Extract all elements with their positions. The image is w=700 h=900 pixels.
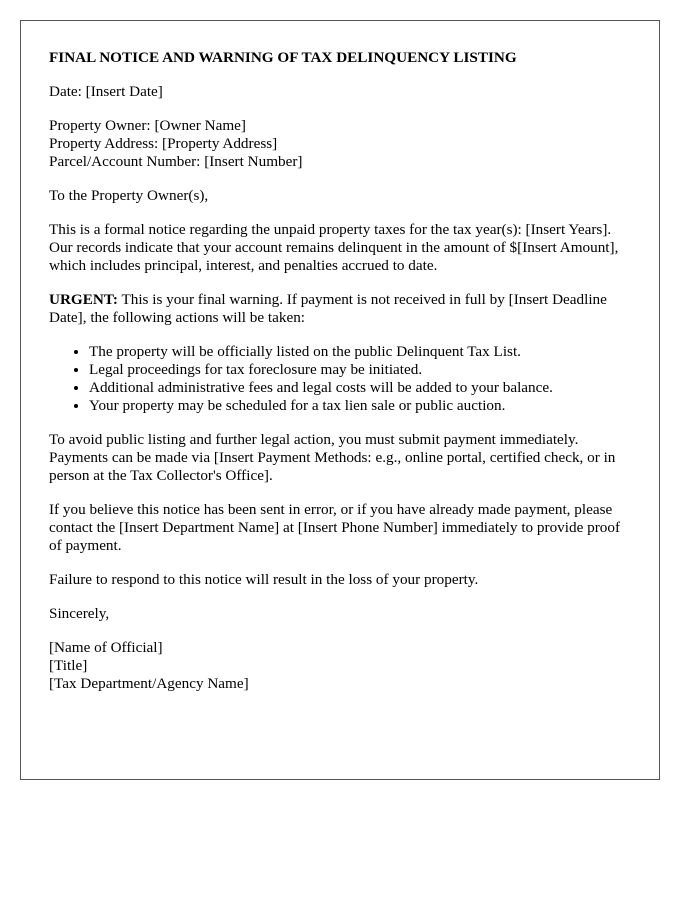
document-title: FINAL NOTICE AND WARNING OF TAX DELINQUENCY LISTING bbox=[49, 49, 517, 66]
salutation: To the Property Owner(s), bbox=[49, 187, 209, 204]
notice-date: Date: [Insert Date] bbox=[49, 83, 163, 100]
property-address: Property Address: [Property Address] bbox=[49, 135, 278, 152]
urgent-paragraph bbox=[49, 291, 632, 327]
notice-paragraph-warning: Failure to respond to this notice will result in the loss of your property. bbox=[49, 571, 479, 588]
official-title: [Title] bbox=[49, 657, 88, 674]
property-owner: Property Owner: [Owner Name] bbox=[49, 117, 246, 134]
notice-paragraph-unpaid-taxes: This is a formal notice regarding the unpaid property taxes for the tax year(s): [Insert Years]. Our records indicate that your account remains delinquent in the amount of $[Insert Amount], which includes principal, interest, and penalties accrued to date. bbox=[49, 221, 619, 274]
signature-block bbox=[49, 639, 632, 693]
list-item: • Legal proceedings for tax foreclosure may be initiated. bbox=[89, 361, 632, 379]
notice-paragraph-contact: If you believe this notice has been sent in error, or if you have already made payment, please contact the [Insert Department Name] at [Insert Phone Number] immediately to provide proof of payment. bbox=[49, 501, 621, 554]
agency-name: [Tax Department/Agency Name] bbox=[49, 675, 249, 692]
actions-list bbox=[49, 343, 632, 415]
notice-document bbox=[20, 20, 660, 780]
closing: Sincerely, bbox=[49, 605, 110, 622]
property-details bbox=[49, 117, 632, 171]
urgent-text: This is your final warning. If payment is not received in full by [Insert Deadline Date], the following actions will be taken: bbox=[49, 291, 607, 326]
list-item: • Your property may be scheduled for a tax lien sale or public auction. bbox=[89, 397, 632, 415]
list-item: • The property will be officially listed on the public Delinquent Tax List. bbox=[89, 343, 632, 361]
urgent-label: URGENT: bbox=[49, 291, 118, 308]
parcel-number: Parcel/Account Number: [Insert Number] bbox=[49, 153, 303, 170]
list-item: • Additional administrative fees and legal costs will be added to your balance. bbox=[89, 379, 632, 397]
notice-paragraph-payment: To avoid public listing and further legal action, you must submit payment immediately. Payments can be made via [Insert Payment Methods: e.g., online portal, certified check, or in person at the Tax Collector's Office]. bbox=[49, 431, 616, 484]
official-name: [Name of Official] bbox=[49, 639, 163, 656]
